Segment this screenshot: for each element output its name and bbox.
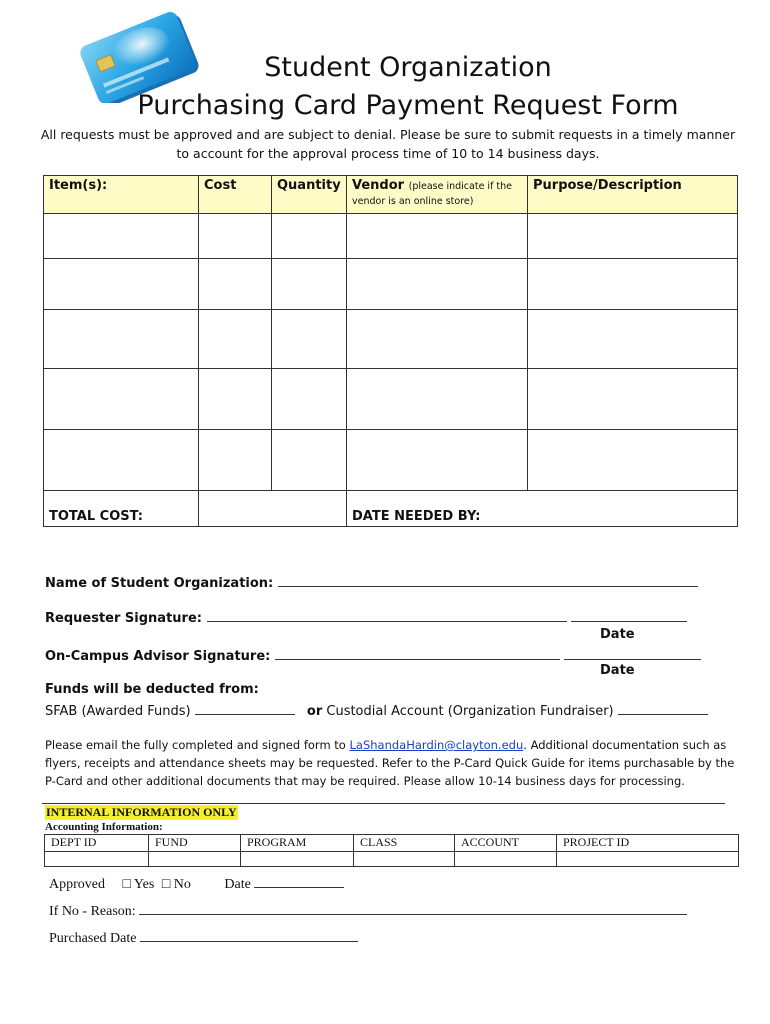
purpose-cell[interactable] [528, 369, 738, 430]
vendor-cell[interactable] [347, 369, 528, 430]
purpose-cell[interactable] [528, 430, 738, 491]
reason-field[interactable] [139, 901, 687, 915]
page-title-line1: Student Organization [264, 52, 552, 83]
email-link[interactable]: LaShandaHardin@clayton.edu [349, 738, 524, 752]
date-needed-label[interactable]: DATE NEEDED BY: [347, 491, 738, 527]
purchased-label: Purchased Date [49, 931, 137, 946]
cost-cell[interactable] [199, 310, 272, 369]
advisor-date-field[interactable] [564, 646, 701, 660]
account-field[interactable] [455, 852, 557, 867]
requester-date-field[interactable] [571, 608, 687, 622]
page-title-line2: Purchasing Card Payment Request Form [137, 90, 679, 121]
or-label: or [306, 704, 323, 719]
total-cost-field[interactable] [199, 491, 347, 527]
instructions-part1: Please email the fully completed and signed form to [45, 738, 350, 752]
approved-row [49, 874, 344, 893]
advisor-date-label: Date [600, 663, 635, 678]
quantity-cell[interactable] [272, 369, 347, 430]
requester-date-label: Date [600, 627, 635, 642]
table-row [44, 430, 738, 491]
purpose-cell[interactable] [528, 259, 738, 310]
yes-checkbox[interactable]: □ Yes [122, 877, 155, 892]
accounting-value-row [45, 852, 739, 867]
item-cell[interactable] [44, 430, 199, 491]
sfab-label: SFAB (Awarded Funds) [45, 704, 191, 719]
vendor-cell[interactable] [347, 310, 528, 369]
cost-cell[interactable] [199, 430, 272, 491]
accounting-table [44, 834, 739, 867]
header-vendor-label: Vendor [352, 178, 405, 193]
accounting-label: Accounting Information: [45, 821, 163, 833]
funds-row [45, 701, 708, 719]
total-cost-label: TOTAL COST: [44, 491, 199, 527]
header-cost: Cost [199, 176, 272, 214]
reason-label: If No - Reason: [49, 904, 136, 919]
quantity-cell[interactable] [272, 430, 347, 491]
vendor-cell[interactable] [347, 214, 528, 259]
purpose-cell[interactable] [528, 214, 738, 259]
requester-signature-field[interactable] [207, 608, 567, 622]
divider [42, 803, 725, 804]
custodial-field[interactable] [618, 701, 708, 715]
total-row [44, 491, 738, 527]
approved-date-label: Date [224, 877, 251, 892]
fund-field[interactable] [149, 852, 241, 867]
instructions-part2: . Additional documentation such as flyers, receipts and attendance sheets may be requested. Refer to the P-Card Quick Guide for items purchasable by the P-Card and other additional documents that may be required. Please allow 10-14 business days for processing. [45, 738, 735, 788]
internal-heading: INTERNAL INFORMATION ONLY [46, 805, 237, 819]
intro-line1: All requests must be approved and are subject to denial. Please be sure to submit requests in a timely manner [40, 127, 736, 142]
quantity-cell[interactable] [272, 214, 347, 259]
vendor-cell[interactable] [347, 430, 528, 491]
header-quantity: Quantity [272, 176, 347, 214]
cost-cell[interactable] [199, 259, 272, 310]
approved-label: Approved [49, 877, 105, 892]
quantity-cell[interactable] [272, 310, 347, 369]
cost-cell[interactable] [199, 214, 272, 259]
col-class: CLASS [354, 835, 455, 852]
instructions-text [45, 736, 735, 790]
org-name-row [45, 573, 698, 591]
table-row [44, 214, 738, 259]
col-account: ACCOUNT [455, 835, 557, 852]
col-fund: FUND [149, 835, 241, 852]
no-checkbox[interactable]: □ No [161, 877, 191, 892]
col-dept-id: DEPT ID [45, 835, 149, 852]
items-table [43, 175, 738, 527]
purpose-cell[interactable] [528, 310, 738, 369]
dept-id-field[interactable] [45, 852, 149, 867]
advisor-signature-field[interactable] [275, 646, 560, 660]
project-id-field[interactable] [557, 852, 739, 867]
advisor-label: On-Campus Advisor Signature: [45, 649, 271, 664]
approved-date-field[interactable] [254, 874, 344, 888]
class-field[interactable] [354, 852, 455, 867]
col-program: PROGRAM [241, 835, 354, 852]
reason-row [49, 901, 687, 920]
org-name-field[interactable] [278, 573, 698, 587]
funds-label: Funds will be deducted from: [45, 682, 259, 697]
header-vendor [347, 176, 528, 214]
table-row [44, 259, 738, 310]
intro-text [40, 125, 736, 163]
item-cell[interactable] [44, 214, 199, 259]
intro-line2: to account for the approval process time of 10 to 14 business days. [176, 146, 600, 161]
purchased-date-field[interactable] [140, 928, 358, 942]
requester-row [45, 608, 687, 626]
table-row [44, 310, 738, 369]
col-project-id: PROJECT ID [557, 835, 739, 852]
quantity-cell[interactable] [272, 259, 347, 310]
custodial-label: Custodial Account (Organization Fundraiser) [326, 704, 614, 719]
header-vendor-note: (please indicate if the vendor is an online store) [352, 181, 513, 207]
requester-label: Requester Signature: [45, 611, 202, 626]
cost-cell[interactable] [199, 369, 272, 430]
item-cell[interactable] [44, 259, 199, 310]
purchased-row [49, 928, 358, 947]
vendor-cell[interactable] [347, 259, 528, 310]
advisor-row [45, 646, 701, 664]
sfab-field[interactable] [195, 701, 295, 715]
org-name-label: Name of Student Organization: [45, 576, 274, 591]
table-row [44, 369, 738, 430]
item-cell[interactable] [44, 310, 199, 369]
item-cell[interactable] [44, 369, 199, 430]
header-items: Item(s): [44, 176, 199, 214]
program-field[interactable] [241, 852, 354, 867]
accounting-header-row [45, 835, 739, 852]
header-purpose: Purpose/Description [528, 176, 738, 214]
